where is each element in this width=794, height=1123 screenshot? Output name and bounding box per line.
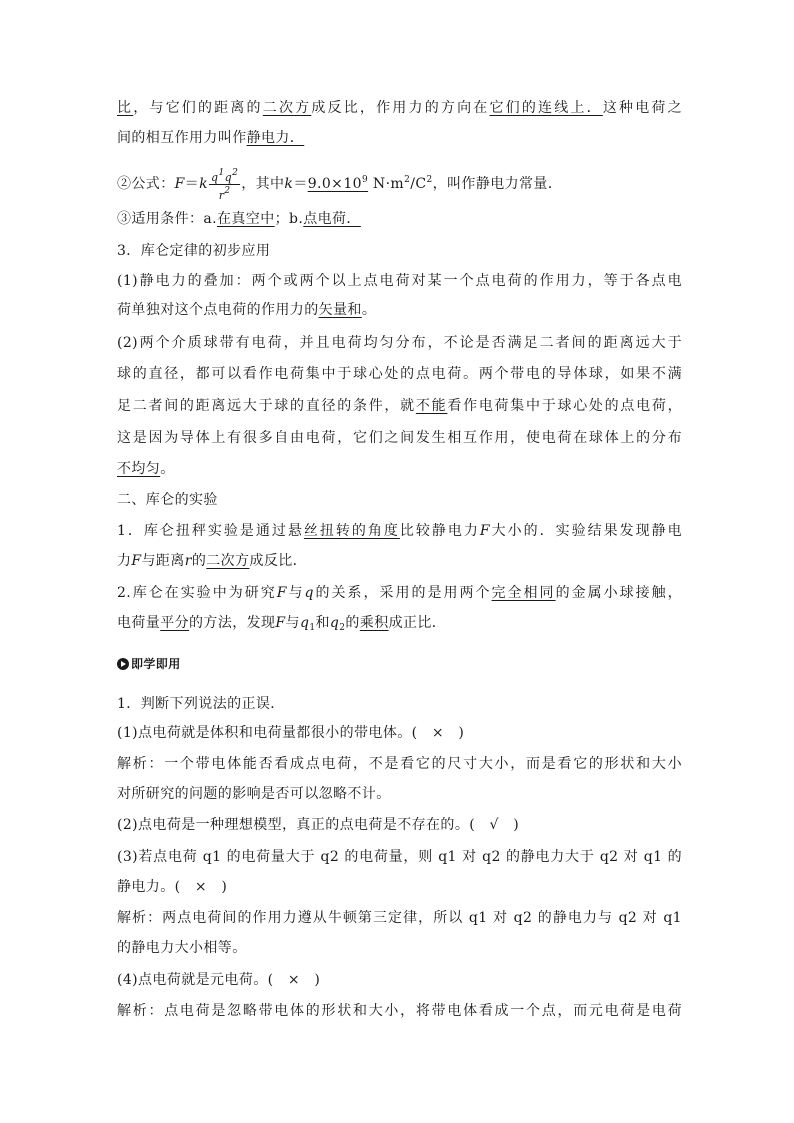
text-segment: 比较静电力 (399, 523, 480, 539)
math-symbol: F (174, 176, 185, 192)
math-symbol: ＝ (184, 176, 200, 192)
text-segment: 间的相互作用力叫作 (117, 130, 247, 146)
fill-blank: 点电荷． (303, 211, 361, 227)
text-segment: 。 (160, 461, 175, 477)
math-symbol: q (211, 170, 219, 184)
fill-blank: 它们的连线上． (489, 100, 603, 116)
text-segment: 成反比，作用力的方向在 (311, 100, 490, 116)
math-symbol: 2 (339, 623, 346, 633)
text-segment: 和 (315, 615, 330, 631)
text-line-1 (117, 98, 682, 118)
text-segment: ③适用条件：a. (117, 211, 217, 227)
heading-3: 3．库仑定律的初步应用 (117, 243, 271, 259)
text-segment: ；b. (274, 211, 304, 227)
question-title: 1．判断下列说法的正误． (117, 696, 285, 712)
text-segment: 这种电荷之 (602, 100, 682, 116)
text-segment: ②公式： (117, 176, 175, 192)
text-line-15 (117, 551, 682, 571)
text-line-14 (117, 521, 682, 541)
text-segment: 与距离 (141, 553, 185, 569)
question-3-line-1: (3)若点电荷 q1 的电荷量大于 q2 的电荷量，则 q1 对 q2 的静电力大于 q2 对 q1 的 (117, 849, 682, 865)
question-2: (2)点电荷是一种理想模型，真正的点电荷是不存在的。( √ ) (117, 817, 520, 833)
math-symbol: r (218, 188, 225, 199)
text-line-17 (117, 613, 682, 638)
coulomb-fraction (209, 167, 240, 200)
fill-blank: 完全相同 (491, 585, 556, 601)
analysis-3-line-1: 解析：两点电荷间的作用力遵从牛顿第三定律，所以 q1 对 q2 的静电力与 q2 对 q1 (117, 910, 682, 926)
math-symbol: 1 (218, 167, 225, 178)
text-segment: 成反比． (249, 553, 308, 569)
fill-blank: 矢量和 (318, 302, 362, 318)
formula-line (117, 165, 682, 199)
text-line-4 (117, 209, 682, 229)
math-symbol: q (329, 615, 340, 631)
text-segment: 的 (191, 553, 207, 569)
text-segment: 力 (117, 553, 132, 569)
text-line-10 (117, 396, 682, 416)
text-segment: 的金属小球接触， (555, 585, 682, 601)
text-segment: ，其中 (241, 176, 285, 192)
section-heading: 二、库仑的实验 (117, 492, 218, 508)
math-symbol: F (479, 523, 491, 539)
math-symbol: ＝ (293, 176, 308, 192)
play-circle-icon (117, 658, 129, 670)
text-line-7 (117, 300, 682, 320)
practice-section-heading (117, 654, 682, 674)
text-segment: 1．库仑扭秤实验是通过悬 (117, 523, 304, 539)
math-symbol: 1 (309, 623, 316, 633)
math-symbol: k (284, 176, 294, 192)
text-segment: ，叫作静电力常量． (432, 176, 563, 192)
text-segment: ，与它们的距离的 (133, 100, 263, 116)
analysis-3-line-2: 的静电力大小相等。 (117, 940, 247, 956)
text-segment: 成正比． (388, 615, 447, 631)
fill-blank: 平分 (160, 615, 190, 631)
math-symbol: F (131, 553, 142, 569)
fill-blank: 二次方 (262, 100, 312, 116)
fill-blank: 二次方 (206, 553, 250, 569)
math-symbol: r (184, 553, 192, 569)
text-segment: 。 (361, 302, 377, 318)
text-segment: 荷单独对这个点电荷的作用力的 (117, 302, 319, 318)
math-symbol: F (275, 615, 286, 631)
text-line-6: (1)静电力的叠加：两个或两个以上点电荷对某一个点电荷的作用力，等于各点电 (117, 273, 682, 289)
math-symbol: 2 (426, 175, 433, 185)
question-4: (4)点电荷就是元电荷。( × ) (117, 972, 321, 988)
fill-blank: 在真空中 (217, 211, 275, 227)
math-symbol: 9 (361, 175, 369, 185)
fill-blank (308, 176, 368, 192)
fill-blank: 比 (117, 100, 134, 116)
text-segment: 与 (286, 585, 305, 601)
text-line-2 (117, 128, 682, 148)
analysis-1-line-1: 解析：一个带电体能否看成点电荷，不是看它的尺寸大小，而是看它的形状和大小 (117, 756, 682, 772)
question-3-line-2: 静电力。( × ) (117, 879, 228, 895)
text-line-11: 这是因为导体上有很多自由电荷，它们之间发生相互作用，使电荷在球体上的分布 (117, 430, 682, 446)
math-symbol: q (224, 170, 233, 184)
fill-blank: 不能 (415, 398, 448, 414)
text-segment: 电荷量 (117, 615, 161, 631)
text-line-9: 球的直径，都可以看作电荷集中于球心处的点电荷。两个带电的导体球，如果不满 (117, 366, 682, 382)
text-segment: 足二者间的距离远大于球的直径的条件，就 (117, 398, 416, 414)
text-segment: 2.库仑在实验中为研究 (117, 585, 277, 601)
text-line-16 (117, 583, 682, 603)
fill-blank: 静电力． (246, 130, 305, 146)
math-symbol: F (276, 585, 287, 601)
fill-blank: 不均匀 (117, 461, 161, 477)
math-symbol: 2 (232, 167, 239, 178)
math-symbol: /C (410, 176, 427, 192)
fill-blank: 丝扭转的角度 (303, 523, 400, 539)
fill-blank: 乘积 (359, 615, 389, 631)
math-symbol: q (299, 615, 310, 631)
math-symbol: k (199, 176, 209, 192)
math-symbol: 2 (404, 175, 411, 185)
text-line-8: (2)两个介质球带有电荷，并且电荷均匀分布，不论是否满足二者间的距离远大于 (117, 335, 682, 351)
text-segment: 看作电荷集中于球心处的点电荷， (447, 398, 682, 414)
math-symbol: 2 (224, 185, 231, 196)
text-segment: 的方法，发现 (189, 615, 276, 631)
math-symbol: 9.0×10 (307, 176, 362, 192)
text-line-12 (117, 459, 682, 479)
analysis-4-line-1: 解析：点电荷是忽略带电体的形状和大小，将带电体看成一个点，而元电荷是电荷 (117, 1003, 682, 1019)
text-segment: 的关系，采用的是用两个 (313, 585, 492, 601)
text-segment: 与 (285, 615, 300, 631)
analysis-1-line-2: 对所研究的问题的影响是否可以忽略不计。 (117, 786, 391, 802)
math-symbol: N·m (368, 176, 405, 192)
math-symbol: q (304, 585, 314, 601)
text-segment: 大小的．实验结果发现静电 (490, 523, 682, 539)
question-1: (1)点电荷就是体积和电荷量都很小的带电体。( × ) (117, 725, 465, 741)
section-label: 即学即用 (131, 657, 181, 671)
text-segment: 的 (345, 615, 360, 631)
